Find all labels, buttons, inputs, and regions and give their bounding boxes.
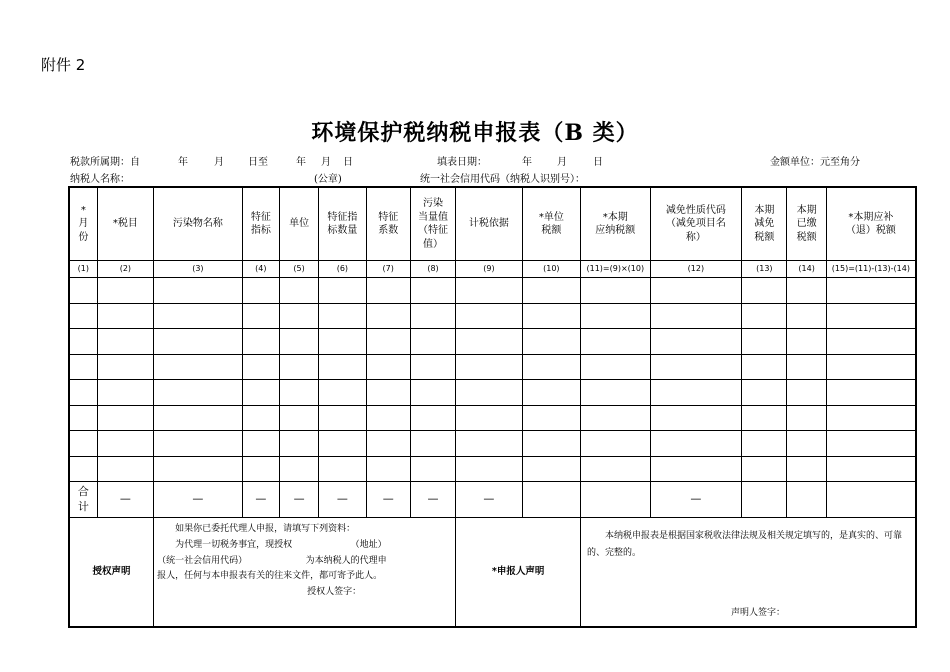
- seal-label: (公章): [314, 174, 342, 185]
- input-cell[interactable]: [742, 354, 787, 380]
- input-cell[interactable]: [650, 354, 742, 380]
- fill-date-day: 日: [593, 157, 603, 168]
- declaration-row: [69, 518, 916, 628]
- input-cell[interactable]: [522, 278, 580, 304]
- input-cell[interactable]: [410, 329, 455, 355]
- column-header: 单位: [279, 187, 318, 261]
- input-cell[interactable]: [581, 303, 650, 329]
- total-cell[interactable]: [522, 482, 580, 518]
- input-cell[interactable]: [69, 354, 97, 380]
- total-label: 合 计: [69, 482, 97, 518]
- input-cell[interactable]: [279, 303, 318, 329]
- input-cell[interactable]: [581, 329, 650, 355]
- input-cell[interactable]: [522, 354, 580, 380]
- amount-unit: 金额单位：元至角分: [770, 157, 860, 168]
- input-cell[interactable]: [242, 456, 279, 482]
- input-cell[interactable]: [456, 329, 522, 355]
- period-day-1: 日至: [248, 157, 268, 168]
- total-cell: —: [154, 482, 243, 518]
- input-cell[interactable]: [154, 329, 243, 355]
- column-header: 减免性质代码 （减免项目名 称）: [650, 187, 742, 261]
- column-header: 污染物名称: [154, 187, 243, 261]
- input-cell[interactable]: [522, 456, 580, 482]
- total-cell: —: [279, 482, 318, 518]
- period-month-2: 月: [321, 157, 331, 168]
- column-number: (15)=(11)-(13)-(14): [826, 261, 916, 278]
- input-cell[interactable]: [69, 380, 97, 406]
- input-cell[interactable]: [97, 380, 153, 406]
- input-cell[interactable]: [650, 456, 742, 482]
- input-cell[interactable]: [279, 329, 318, 355]
- input-cell[interactable]: [97, 456, 153, 482]
- declarant-label: *申报人声明: [491, 566, 545, 578]
- column-number: (3): [154, 261, 243, 278]
- total-row: [69, 482, 916, 518]
- period-day-2: 日: [343, 157, 353, 168]
- input-cell[interactable]: [581, 431, 650, 457]
- auth-label-cell: [69, 518, 154, 628]
- table-row: [69, 456, 916, 482]
- input-cell[interactable]: [826, 380, 916, 406]
- column-header: 污染 当量值 （特征 值）: [410, 187, 455, 261]
- column-number: (13): [742, 261, 787, 278]
- auth-line-1: 如果你已委托代理人申报，请填写下列资料：: [175, 524, 356, 534]
- input-cell[interactable]: [366, 329, 410, 355]
- tax-return-table: [68, 186, 917, 628]
- input-cell[interactable]: [522, 405, 580, 431]
- column-header: 本期 减免 税额: [742, 187, 787, 261]
- input-cell[interactable]: [279, 431, 318, 457]
- input-cell[interactable]: [826, 456, 916, 482]
- input-cell[interactable]: [279, 456, 318, 482]
- total-cell[interactable]: [742, 482, 787, 518]
- input-cell[interactable]: [97, 329, 153, 355]
- input-cell[interactable]: [826, 303, 916, 329]
- input-cell[interactable]: [69, 431, 97, 457]
- attachment-label: 附件 2: [41, 56, 86, 74]
- column-header: *税目: [97, 187, 153, 261]
- input-cell[interactable]: [742, 405, 787, 431]
- input-cell[interactable]: [787, 456, 826, 482]
- input-cell[interactable]: [69, 456, 97, 482]
- input-cell[interactable]: [319, 303, 366, 329]
- input-cell[interactable]: [279, 380, 318, 406]
- input-cell[interactable]: [787, 278, 826, 304]
- input-cell[interactable]: [787, 329, 826, 355]
- input-cell[interactable]: [242, 354, 279, 380]
- auth-label: 授权声明: [92, 566, 131, 578]
- input-cell[interactable]: [581, 405, 650, 431]
- input-cell[interactable]: [366, 405, 410, 431]
- column-number: (2): [97, 261, 153, 278]
- credit-code-label: 统一社会信用代码（纳税人识别号）：: [420, 174, 585, 185]
- total-cell: —: [650, 482, 742, 518]
- input-cell[interactable]: [279, 278, 318, 304]
- input-cell[interactable]: [522, 431, 580, 457]
- input-cell[interactable]: [742, 380, 787, 406]
- input-cell[interactable]: [319, 278, 366, 304]
- input-cell[interactable]: [456, 303, 522, 329]
- column-header: * 月 份: [69, 187, 97, 261]
- input-cell[interactable]: [742, 278, 787, 304]
- input-cell[interactable]: [410, 278, 455, 304]
- column-header: *本期 应纳税额: [581, 187, 650, 261]
- column-number: (4): [242, 261, 279, 278]
- input-cell[interactable]: [742, 431, 787, 457]
- fill-date-month: 月: [557, 157, 567, 168]
- input-cell[interactable]: [154, 380, 243, 406]
- input-cell[interactable]: [742, 303, 787, 329]
- fill-date-year: 年: [522, 157, 532, 168]
- input-cell[interactable]: [650, 329, 742, 355]
- input-cell[interactable]: [319, 456, 366, 482]
- input-cell[interactable]: [410, 405, 455, 431]
- declarant-signature: 声明人签字：: [731, 607, 786, 618]
- input-cell[interactable]: [69, 278, 97, 304]
- table-row: [69, 380, 916, 406]
- input-cell[interactable]: [97, 405, 153, 431]
- input-cell[interactable]: [826, 354, 916, 380]
- column-number: (14): [787, 261, 826, 278]
- input-cell[interactable]: [581, 354, 650, 380]
- input-cell[interactable]: [522, 303, 580, 329]
- table-row: [69, 278, 916, 304]
- input-cell[interactable]: [522, 329, 580, 355]
- input-cell[interactable]: [456, 354, 522, 380]
- column-header: *本期应补 （退）税额: [826, 187, 916, 261]
- input-cell[interactable]: [154, 278, 243, 304]
- input-cell[interactable]: [787, 380, 826, 406]
- column-header: 特征 指标: [242, 187, 279, 261]
- column-header: 计税依据: [456, 187, 522, 261]
- column-number: (9): [456, 261, 522, 278]
- input-cell[interactable]: [456, 380, 522, 406]
- input-cell[interactable]: [97, 354, 153, 380]
- total-cell: —: [456, 482, 522, 518]
- table-row: [69, 303, 916, 329]
- input-cell[interactable]: [581, 278, 650, 304]
- total-cell: —: [242, 482, 279, 518]
- input-cell[interactable]: [826, 431, 916, 457]
- total-cell: —: [410, 482, 455, 518]
- column-header: 本期 已缴 税额: [787, 187, 826, 261]
- input-cell[interactable]: [581, 380, 650, 406]
- total-cell: —: [366, 482, 410, 518]
- input-cell[interactable]: [456, 278, 522, 304]
- input-cell[interactable]: [242, 380, 279, 406]
- input-cell[interactable]: [319, 329, 366, 355]
- input-cell[interactable]: [242, 405, 279, 431]
- input-cell[interactable]: [456, 405, 522, 431]
- column-number: (7): [366, 261, 410, 278]
- input-cell[interactable]: [650, 380, 742, 406]
- period-month-1: 月: [214, 157, 224, 168]
- input-cell[interactable]: [522, 380, 580, 406]
- period-year-2: 年: [296, 157, 306, 168]
- input-cell[interactable]: [154, 456, 243, 482]
- input-cell[interactable]: [69, 405, 97, 431]
- total-cell[interactable]: [787, 482, 826, 518]
- input-cell[interactable]: [279, 405, 318, 431]
- auth-line-4: 报人，任何与本申报表有关的往来文件，都可寄予此人。: [157, 571, 383, 582]
- column-header: 特征 系数: [366, 187, 410, 261]
- input-cell[interactable]: [242, 329, 279, 355]
- input-cell[interactable]: [97, 303, 153, 329]
- input-cell[interactable]: [69, 329, 97, 355]
- input-cell[interactable]: [787, 354, 826, 380]
- header-row: [69, 187, 916, 261]
- input-cell[interactable]: [456, 456, 522, 482]
- input-cell[interactable]: [69, 303, 97, 329]
- input-cell[interactable]: [581, 456, 650, 482]
- table-row: [69, 405, 916, 431]
- table-row: [69, 354, 916, 380]
- input-cell[interactable]: [366, 354, 410, 380]
- form-title: 环境保护税纳税申报表（B 类）: [311, 120, 639, 146]
- input-cell[interactable]: [410, 431, 455, 457]
- input-cell[interactable]: [319, 354, 366, 380]
- column-number: (12): [650, 261, 742, 278]
- auth-line-3: （统一社会信用代码） 为本纳税人的代理申: [157, 555, 387, 566]
- input-cell[interactable]: [742, 329, 787, 355]
- declarant-statement-cell: [581, 518, 916, 628]
- input-cell[interactable]: [319, 380, 366, 406]
- input-cell[interactable]: [366, 456, 410, 482]
- fill-date-label: 填表日期：: [437, 157, 487, 168]
- input-cell[interactable]: [826, 278, 916, 304]
- input-cell[interactable]: [154, 303, 243, 329]
- column-header: *单位 税额: [522, 187, 580, 261]
- total-cell: —: [97, 482, 153, 518]
- input-cell[interactable]: [366, 303, 410, 329]
- input-cell[interactable]: [97, 431, 153, 457]
- input-cell[interactable]: [650, 278, 742, 304]
- table-row: [69, 329, 916, 355]
- period-label: 税款所属期：自: [70, 157, 140, 168]
- input-cell[interactable]: [826, 405, 916, 431]
- input-cell[interactable]: [410, 380, 455, 406]
- input-cell[interactable]: [319, 405, 366, 431]
- input-cell[interactable]: [319, 431, 366, 457]
- input-cell[interactable]: [410, 456, 455, 482]
- total-cell[interactable]: [826, 482, 916, 518]
- input-cell[interactable]: [650, 303, 742, 329]
- input-cell[interactable]: [154, 431, 243, 457]
- input-cell[interactable]: [242, 303, 279, 329]
- input-cell[interactable]: [787, 405, 826, 431]
- column-number-row: [69, 261, 916, 278]
- input-cell[interactable]: [787, 431, 826, 457]
- input-cell[interactable]: [97, 278, 153, 304]
- column-number: (11)=(9)×(10): [581, 261, 650, 278]
- input-cell[interactable]: [410, 303, 455, 329]
- declarant-text: 本纳税申报表是根据国家税收法律法规及相关规定填写的，是真实的、可靠的、完整的。: [587, 531, 903, 559]
- period-year-1: 年: [178, 157, 188, 168]
- input-cell[interactable]: [279, 354, 318, 380]
- input-cell[interactable]: [650, 405, 742, 431]
- input-cell[interactable]: [787, 303, 826, 329]
- total-cell[interactable]: [581, 482, 650, 518]
- input-cell[interactable]: [650, 431, 742, 457]
- input-cell[interactable]: [242, 278, 279, 304]
- column-number: (8): [410, 261, 455, 278]
- table-row: [69, 431, 916, 457]
- input-cell[interactable]: [366, 431, 410, 457]
- column-number: (1): [69, 261, 97, 278]
- auth-statement-cell: [154, 518, 456, 628]
- input-cell[interactable]: [826, 329, 916, 355]
- column-number: (10): [522, 261, 580, 278]
- total-cell: —: [319, 482, 366, 518]
- auth-line-2: 为代理一切税务事宜，现授权 （地址）: [175, 539, 387, 550]
- taxpayer-name-label: 纳税人名称：: [70, 174, 130, 185]
- input-cell[interactable]: [456, 431, 522, 457]
- input-cell[interactable]: [366, 278, 410, 304]
- input-cell[interactable]: [410, 354, 455, 380]
- auth-signature: 授权人签字：: [307, 587, 362, 597]
- column-header: 特征指 标数量: [319, 187, 366, 261]
- column-number: (5): [279, 261, 318, 278]
- declarant-label-cell: [456, 518, 581, 628]
- input-cell[interactable]: [366, 380, 410, 406]
- input-cell[interactable]: [742, 456, 787, 482]
- input-cell[interactable]: [242, 431, 279, 457]
- input-cell[interactable]: [154, 405, 243, 431]
- column-number: (6): [319, 261, 366, 278]
- input-cell[interactable]: [154, 354, 243, 380]
